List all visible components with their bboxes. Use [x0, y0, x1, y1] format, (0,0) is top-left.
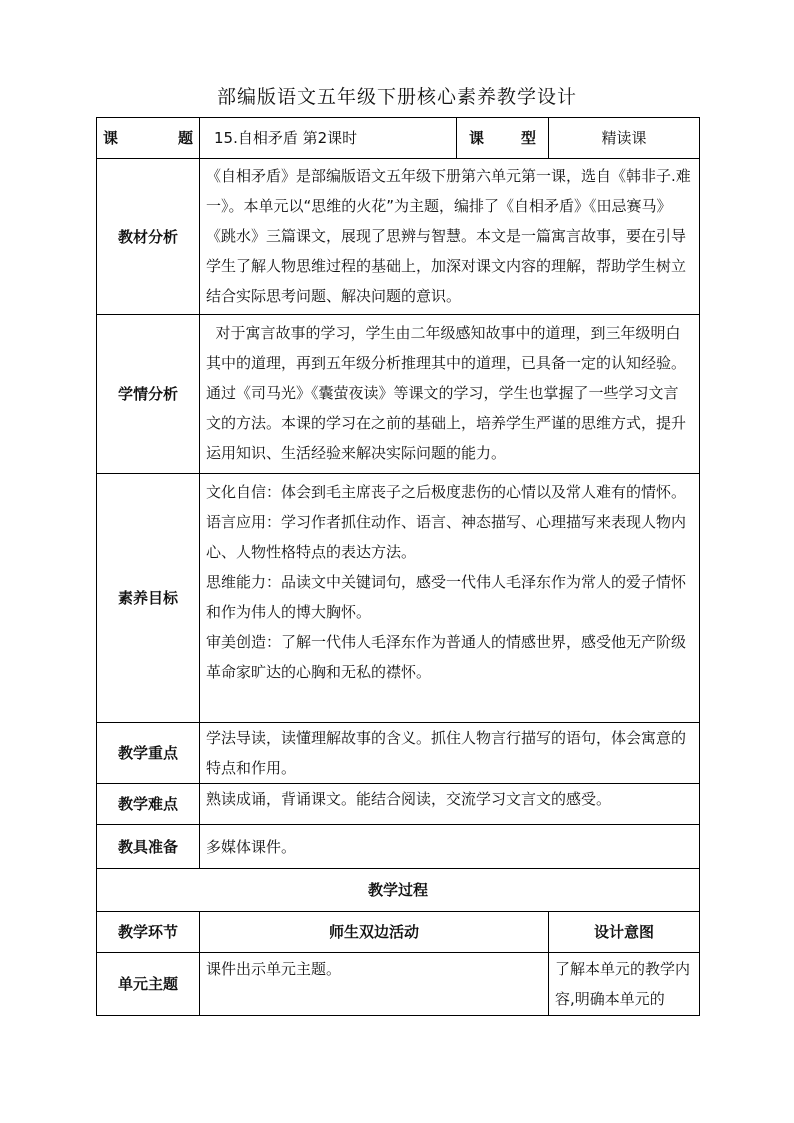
goals-list [200, 474, 700, 723]
goals-label: 素养目标 [97, 474, 200, 723]
lesson-label: 课 题 [97, 118, 200, 159]
header-intent: 设计意图 [549, 912, 700, 953]
key-text: 学法导读，读懂理解故事的含义。抓住人物言行描写的语句，体会寓意的特点和作用。 [200, 723, 700, 784]
type-label: 课 型 [457, 118, 549, 159]
process-title: 教学过程 [97, 869, 700, 912]
stage-cell: 单元主题 [97, 953, 200, 1016]
student-text: 对于寓言故事的学习，学生由二年级感知故事中的道理，到三年级明白其中的道理，再到五年级分析推理其中的道理，已具备一定的认知经验。通过《司马光》《囊萤夜读》等课文的学习，学生也掌握了一些学习文言文的方法。本课的学习在之前的基础上，培养学生严谨的思维方式，提升运用知识、生活经验来解决实际问题的能力。 [200, 315, 700, 474]
activity-cell: 课件出示单元主题。 [200, 953, 549, 1016]
material-text: 《自相矛盾》是部编版语文五年级下册第六单元第一课，选自《韩非子.难一》。本单元以“思维的火花”为主题，编排了《自相矛盾》《田忌赛马》《跳水》三篇课文，展现了思辨与智慧。本文是一篇寓言故事，要在引导学生了解人物思维过程的基础上，加深对课文内容的理解，帮助学生树立结合实际思考问题、解决问题的意识。 [200, 159, 700, 315]
goal-item: 文化自信：体会到毛主席丧子之后极度悲伤的心情以及常人难有的情怀。 [206, 483, 687, 501]
lesson-row [97, 118, 700, 159]
key-label: 教学重点 [97, 723, 200, 784]
lesson-plan-table [96, 117, 700, 1016]
difficulty-text: 熟读成诵，背诵课文。能结合阅读，交流学习文言文的感受。 [200, 784, 700, 825]
tools-label: 教具准备 [97, 825, 200, 869]
goal-item: 审美创造：了解一代伟人毛泽东作为普通人的情感世界，感受他无产阶级革命家旷达的心胸和无私的襟怀。 [206, 633, 687, 681]
page-title: 部编版语文五年级下册核心素养教学设计 [216, 86, 577, 108]
process-row [97, 953, 700, 1016]
goals-row [97, 474, 700, 723]
header-activity: 师生双边活动 [200, 912, 549, 953]
goal-item: 语言应用：学习作者抓住动作、语言、神态描写、心理描写来表现人物内心、人物性格特点的表达方法。 [206, 513, 687, 561]
lesson-value: 15.自相矛盾 第2课时 [200, 118, 457, 159]
tools-text: 多媒体课件。 [200, 825, 700, 869]
process-header-row [97, 912, 700, 953]
intent-cell: 了解本单元的教学内容,明确本单元的 [549, 953, 700, 1016]
tools-row [97, 825, 700, 869]
difficulty-row [97, 784, 700, 825]
key-row [97, 723, 700, 784]
difficulty-label: 教学难点 [97, 784, 200, 825]
header-stage: 教学环节 [97, 912, 200, 953]
student-label: 学情分析 [97, 315, 200, 474]
material-row [97, 159, 700, 315]
goal-item: 思维能力：品读文中关键词句，感受一代伟人毛泽东作为常人的爱子情怀和作为伟人的博大胸怀。 [206, 573, 687, 621]
student-row [97, 315, 700, 474]
process-title-row [97, 869, 700, 912]
material-label: 教材分析 [97, 159, 200, 315]
type-value: 精读课 [549, 118, 700, 159]
